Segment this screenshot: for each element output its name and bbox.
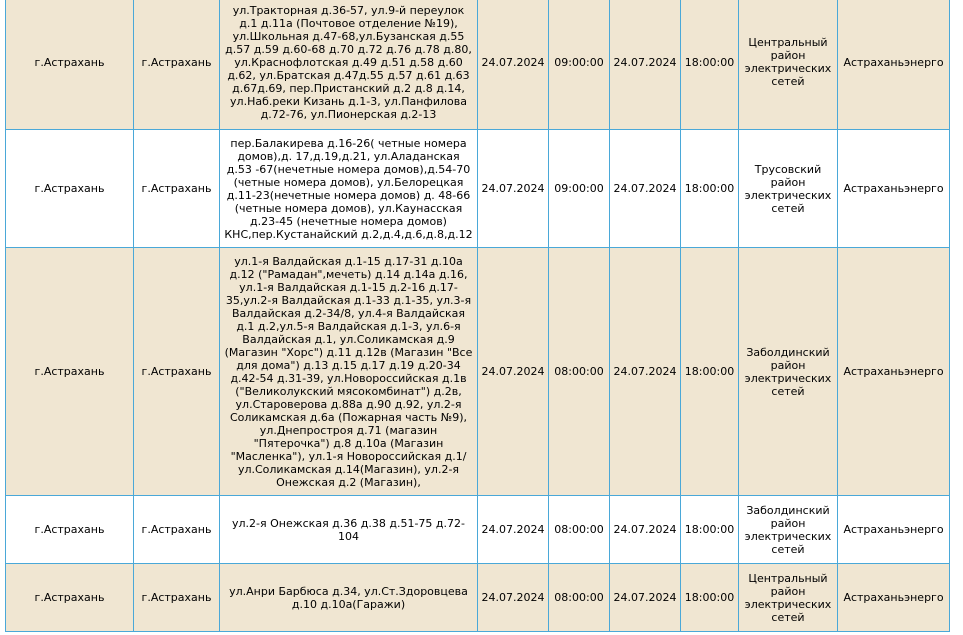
company-cell: Астраханьэнерго xyxy=(838,0,950,130)
city-cell: г.Астрахань xyxy=(6,496,134,564)
city-cell: г.Астрахань xyxy=(6,0,134,130)
district-cell: Заболдинский район электрических сетей xyxy=(739,248,838,496)
locality-cell: г.Астрахань xyxy=(134,130,220,248)
company-cell: Астраханьэнерго xyxy=(838,564,950,632)
company-cell: Астраханьэнерго xyxy=(838,130,950,248)
end-time-cell: 18:00:00 xyxy=(681,248,739,496)
end-time-cell: 18:00:00 xyxy=(681,564,739,632)
address-cell: ул.2-я Онежская д.36 д.38 д.51-75 д.72-104 xyxy=(220,496,478,564)
start-time-cell: 09:00:00 xyxy=(549,0,610,130)
end-time-cell: 18:00:00 xyxy=(681,496,739,564)
district-cell: Трусовский район электрических сетей xyxy=(739,130,838,248)
address-cell: пер.Балакирева д.16-26( четные номера домов),д. 17,д.19,д.21, ул.Аладанская д.53 -67(нечетные номера домов),д.54-70 (четные номера домов), ул.Белорецкая д.11-23(нечетные номера домов) д. 48-66 (четные номера домов), ул.Каунасская д.23-45 (нечетные номера домов) КНС,пер.Кустанайский д.2,д.4,д.6,д.8,д.12 xyxy=(220,130,478,248)
company-cell: Астраханьэнерго xyxy=(838,496,950,564)
end-date-cell: 24.07.2024 xyxy=(610,496,681,564)
end-date-cell: 24.07.2024 xyxy=(610,130,681,248)
locality-cell: г.Астрахань xyxy=(134,564,220,632)
table-row xyxy=(6,564,950,632)
start-date-cell: 24.07.2024 xyxy=(478,0,549,130)
start-time-cell: 08:00:00 xyxy=(549,564,610,632)
address-cell: ул.Анри Барбюса д.34, ул.Ст.Здоровцева д.10 д.10а(Гаражи) xyxy=(220,564,478,632)
start-date-cell: 24.07.2024 xyxy=(478,248,549,496)
outage-table xyxy=(5,0,950,632)
table-row xyxy=(6,496,950,564)
start-time-cell: 08:00:00 xyxy=(549,248,610,496)
district-cell: Центральный район электрических сетей xyxy=(739,0,838,130)
start-date-cell: 24.07.2024 xyxy=(478,564,549,632)
start-date-cell: 24.07.2024 xyxy=(478,130,549,248)
start-date-cell: 24.07.2024 xyxy=(478,496,549,564)
start-time-cell: 09:00:00 xyxy=(549,130,610,248)
end-date-cell: 24.07.2024 xyxy=(610,248,681,496)
locality-cell: г.Астрахань xyxy=(134,496,220,564)
address-cell: ул.1-я Валдайская д.1-15 д.17-31 д.10а д.12 ("Рамадан",мечеть) д.14 д.14а д.16, ул.1-я Валдайская д.1-15 д.2-16 д.17-35,ул.2-я Валдайская д.1-33 д.1-35, ул.3-я Валдайская д.2-34/8, ул.4-я Валдайская д.1 д.2,ул.5-я Валдайская д.1-3, ул.6-я Валдайская д.1, ул.Соликамская д.9 (Магазин "Хорс") д.11 д.12в (Магазин "Все для дома") д.13 д.15 д.17 д.19 д.20-34 д.42-54 д.31-39, ул.Новороссийская д.1в ("Великолукский мясокомбинат") д.2в, ул.Староверова д.88а д.90 д.92, ул.2-я Соликамская д.6а (Пожарная часть №9), ул.Днепростроя д.71 (магазин "Пятерочка") д.8 д.10а (Магазин "Масленка"), ул.1-я Новороссийская д.1/ ул.Соликамская д.14(Магазин), ул.2-я Онежская д.2 (Магазин), xyxy=(220,248,478,496)
city-cell: г.Астрахань xyxy=(6,248,134,496)
end-date-cell: 24.07.2024 xyxy=(610,0,681,130)
end-date-cell: 24.07.2024 xyxy=(610,564,681,632)
start-time-cell: 08:00:00 xyxy=(549,496,610,564)
table-row xyxy=(6,0,950,130)
company-cell: Астраханьэнерго xyxy=(838,248,950,496)
address-cell: ул.Тракторная д.36-57, ул.9-й переулок д.1 д.11а (Почтовое отделение №19), ул.Школьная д.47-68,ул.Бузанская д.55 д.57 д.59 д.60-68 д.70 д.72 д.76 д.78 д.80, ул.Краснофлотская д.49 д.51 д.58 д.60 д.62, ул.Братская д.47д.55 д.57 д.61 д.63 д.67д.69, пер.Пристанский д.2 д.8 д.14, ул.Наб.реки Кизань д.1-3, ул.Панфилова д.72-76, ул.Пионерская д.2-13 xyxy=(220,0,478,130)
end-time-cell: 18:00:00 xyxy=(681,130,739,248)
city-cell: г.Астрахань xyxy=(6,130,134,248)
district-cell: Центральный район электрических сетей xyxy=(739,564,838,632)
locality-cell: г.Астрахань xyxy=(134,248,220,496)
table-row xyxy=(6,130,950,248)
end-time-cell: 18:00:00 xyxy=(681,0,739,130)
locality-cell: г.Астрахань xyxy=(134,0,220,130)
table-row xyxy=(6,248,950,496)
city-cell: г.Астрахань xyxy=(6,564,134,632)
district-cell: Заболдинский район электрических сетей xyxy=(739,496,838,564)
